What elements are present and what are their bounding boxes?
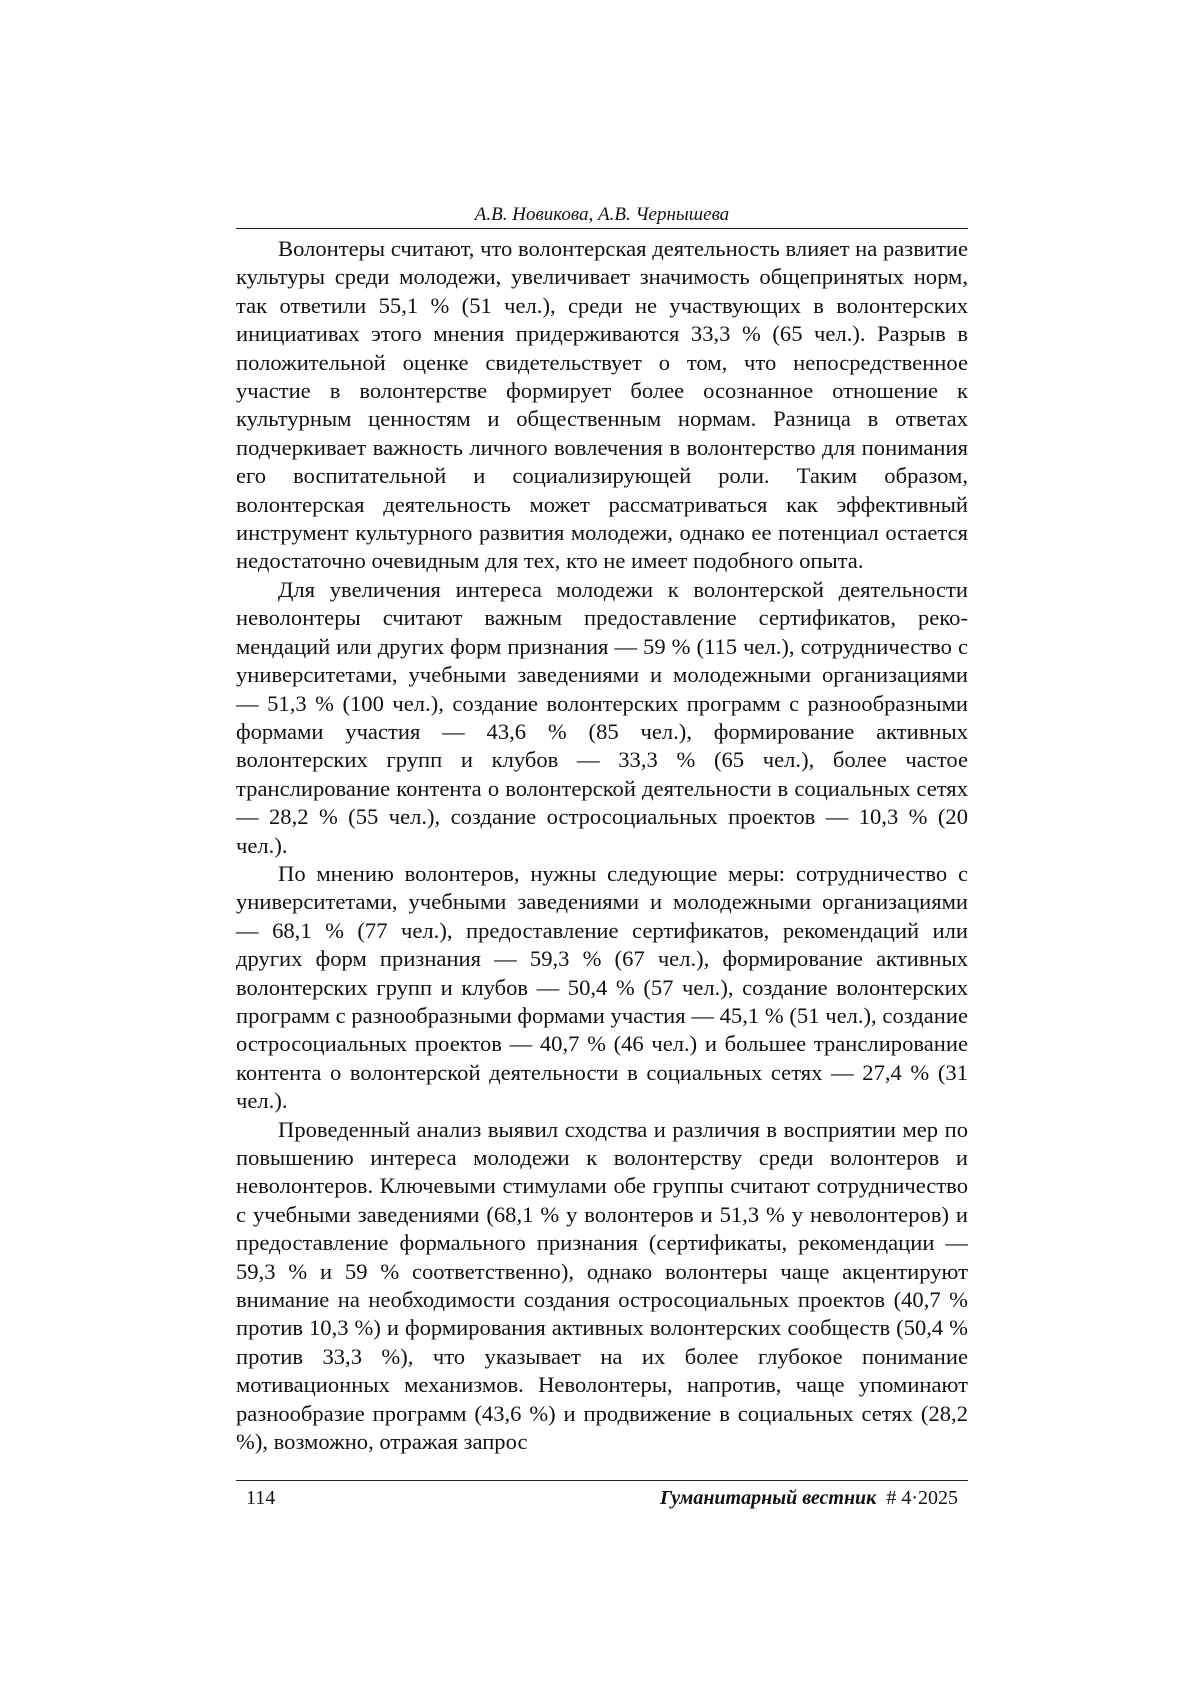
journal-info bbox=[660, 1485, 968, 1511]
page-footer bbox=[236, 1480, 968, 1511]
running-head-authors: А.В. Новикова, А.В. Чернышева bbox=[236, 203, 968, 229]
article-body bbox=[236, 235, 968, 1456]
paragraph-2: Для увеличения интереса молодежи к волонтерской деятельности неволонтеры считают важным предоставление сертификатов, рекомендаций или других форм признания — 59 % (115 чел.), сотрудничество с университетами, учебными заведениями и молодежными организациями — 51,3 % (100 чел.), создание волонтерских программ с разнообразными формами участия — 43,6 % (85 чел.), формирование активных волонтерских групп и клубов — 33,3 % (65 чел.), более частое транслирование контента о волонтерской деятельности в социальных сетях — 28,2 % (55 чел.), создание остросоциальных проектов — 10,3 % (20 чел.). bbox=[236, 576, 968, 858]
journal-name: Гуманитарный вестник bbox=[660, 1487, 877, 1509]
paragraph-3: По мнению волонтеров, нужны следующие меры: сотрудничество с университетами, учебными заведениями и молодежными организациями — 68,1 % (77 чел.), предоставление сертификатов, рекомендаций или других форм признания — 59,3 % (67 чел.), формирование активных волонтерских групп и клубов — 50,4 % (57 чел.), создание волонтерских программ с разнообразными формами участия — 45,1 % (51 чел.), создание остросоциальных проектов — 40,7 % (46 чел.) и большее транслирование контента о волонтерской деятельности в социальных сетях — 27,4 % (31 чел.). bbox=[236, 860, 968, 1114]
page-content bbox=[236, 203, 968, 1456]
page-number: 114 bbox=[246, 1487, 276, 1509]
paragraph-1: Волонтеры считают, что волонтерская деятельность влияет на развитие культуры среди молодежи, увеличивает значимость общепринятых норм, так ответили 55,1 % (51 чел.), среди не участвующих в волонтерских инициативах этого мнения придерживаются 33,3 % (65 чел.). Разрыв в положительной оценке свидетельствует о том, что непосредственное участие в волонтерстве формирует более осознанное отношение к культурным ценностям и общественным нормам. Разница в ответах подчеркивает важность личного вовлечения в волонтерство для понимания его воспитательной и социализирующей роли. Таким образом, волонтерская деятельность может рассматриваться как эффективный инструмент культурного развития молодежи, однако ее потенциал остается недостаточно очевидным для тех, кто не имеет подобного опыта. bbox=[236, 236, 968, 574]
journal-issue: # 4·2025 bbox=[886, 1487, 958, 1509]
paragraph-4: Проведенный анализ выявил сходства и различия в восприятии мер по повышению интереса молодежи к волонтерству среди волонтеров и неволонтеров. Ключевыми стимулами обе группы считают сотрудничество с учебными заведениями (68,1 % у волонтеров и 51,3 % у неволонтеров) и предоставление формального признания (сертификаты, рекомендации — 59,3 % и 59 % соответственно), однако волонтеры чаще акцентируют внимание на необходимости создания остросоциальных проектов (40,7 % против 10,3 %) и формирования активных волонтерских сообществ (50,4 % против 33,3 %), что указывает на их более глубокое понимание мотивационных механизмов. Неволонтеры, напротив, чаще упоминают разнообразие программ (43,6 %) и продвижение в социальных сетях (28,2 %), возможно, отражая запрос bbox=[236, 1116, 968, 1455]
